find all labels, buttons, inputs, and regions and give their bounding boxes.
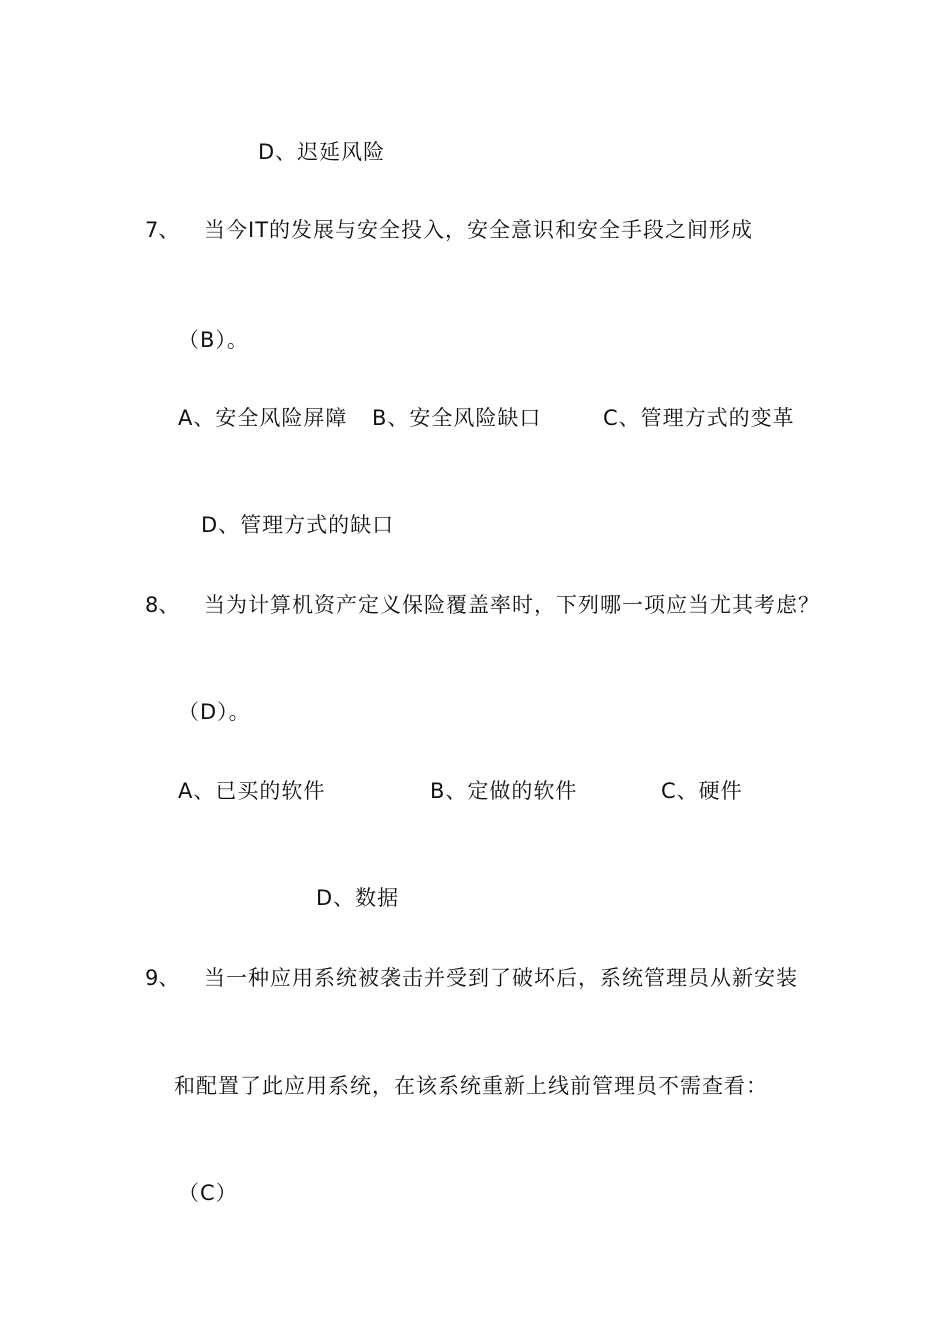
q8-option-d: D、数据	[316, 886, 400, 910]
q9-stem-line2: 和配置了此应用系统，在该系统重新上线前管理员不需查看：	[174, 1074, 768, 1098]
q8-number: 8、	[145, 593, 180, 617]
q7-option-a: A、安全风险屏障	[178, 406, 348, 430]
q8-option-a: A、已买的软件	[178, 779, 326, 803]
q7-answer: （B）。	[178, 328, 249, 352]
q8-option-b: B、定做的软件	[430, 779, 578, 803]
q8-option-c: C、硬件	[661, 779, 743, 803]
q7-option-d: D、管理方式的缺口	[201, 513, 395, 537]
q9-answer: （C）	[178, 1181, 238, 1205]
q7-number: 7、	[145, 218, 180, 242]
q9-number: 9、	[145, 966, 180, 990]
q6-option-d: D、迟延风险	[258, 140, 386, 164]
q7-option-b: B、安全风险缺口	[372, 406, 542, 430]
q7-option-c: C、管理方式的变革	[603, 406, 795, 430]
q8-answer: （D）。	[178, 700, 251, 724]
q7-stem: 当今IT的发展与安全投入，安全意识和安全手段之间形成	[204, 218, 754, 242]
q8-stem: 当为计算机资产定义保险覆盖率时，下列哪一项应当尤其考虑？	[204, 593, 820, 617]
q9-stem-line1: 当一种应用系统被袭击并受到了破坏后，系统管理员从新安装	[204, 966, 798, 990]
